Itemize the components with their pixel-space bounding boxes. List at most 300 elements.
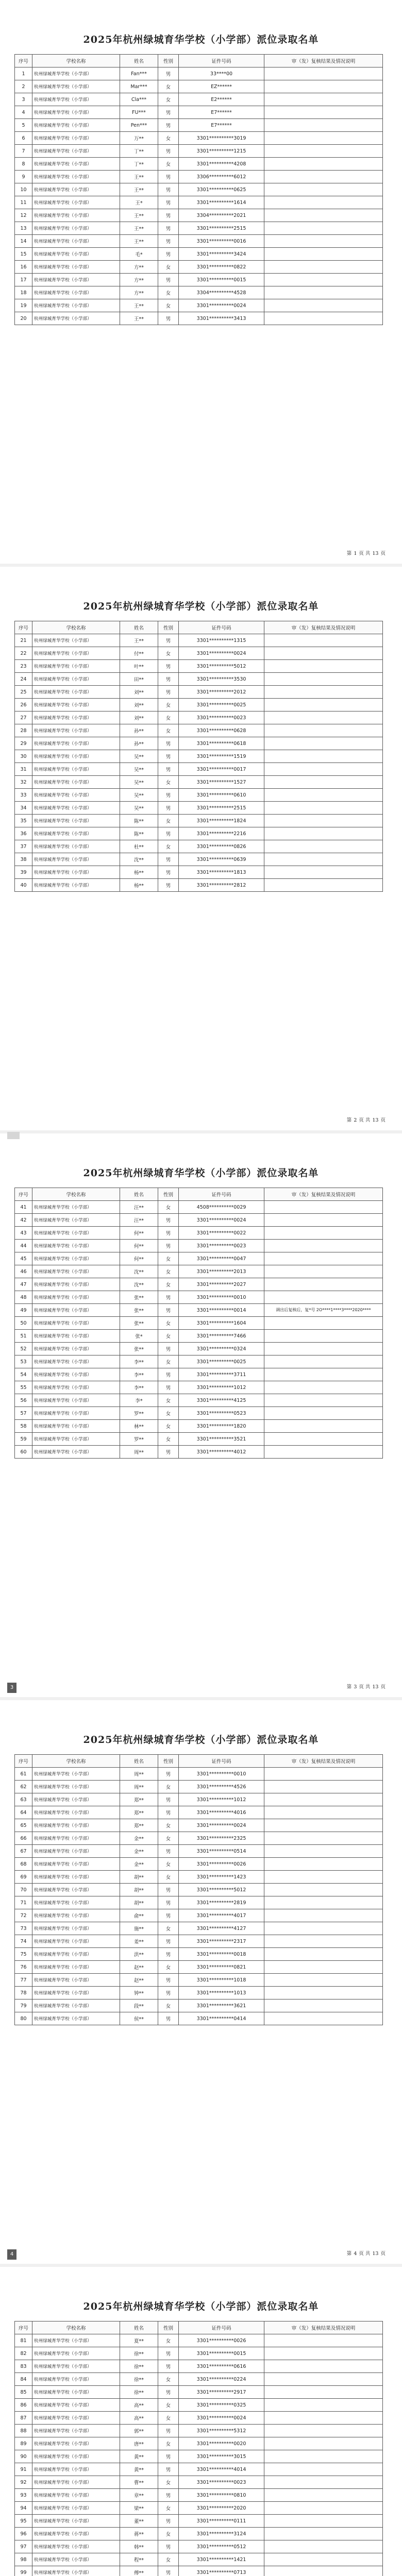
gender: 女 [158,1265,179,1278]
table-row [15,80,383,93]
table-row [15,209,383,222]
column-header: 性别 [158,621,179,634]
id-number: 3301**********0224 [179,2373,264,2386]
review-note [264,2334,383,2347]
footer-suffix: 页 [380,1684,386,1690]
row-index: 69 [15,1871,32,1884]
table-row [15,2399,383,2412]
page-number-tab: 3 [7,1683,16,1693]
id-number: 3301**********0026 [179,2334,264,2347]
id-number: 3301**********2216 [179,827,264,840]
id-number: 3301**********0016 [179,235,264,248]
row-index: 90 [15,2450,32,2463]
school-name: 杭州绿城育华学校（小学部） [32,1768,120,1781]
gender: 男 [158,1304,179,1317]
id-number: 33****00 [179,67,264,80]
column-header: 学校名称 [32,55,120,67]
review-note [264,1252,383,1265]
student-name: 侯** [120,2012,158,2025]
document-page [0,2267,402,2576]
id-number: 3306**********6012 [179,171,264,183]
row-index: 44 [15,1240,32,1252]
footer-num: 1 [354,551,357,556]
row-index: 97 [15,2540,32,2553]
review-note [264,2412,383,2425]
row-index: 32 [15,776,32,789]
id-number: 3301**********1012 [179,1793,264,1806]
student-name: 万** [120,132,158,145]
student-name: Cla*** [120,93,158,106]
row-index: 59 [15,1433,32,1446]
table-row [15,763,383,776]
student-name: 杨** [120,866,158,879]
gender: 女 [158,261,179,274]
review-note [264,1832,383,1845]
gender: 男 [158,686,179,699]
id-number: 3301**********1614 [179,196,264,209]
footer-suffix: 页 [380,551,386,556]
school-name: 杭州绿城育华学校（小学部） [32,1974,120,1987]
review-note [264,2540,383,2553]
document-page [0,1700,402,2267]
table-row [15,853,383,866]
id-number: 3301**********0826 [179,840,264,853]
review-note [264,673,383,686]
review-note [264,2566,383,2576]
student-name: 张** [120,1343,158,1355]
student-name: Pen*** [120,119,158,132]
row-index: 1 [15,67,32,80]
id-number: 3301**********0628 [179,724,264,737]
id-number: 3301**********0023 [179,1240,264,1252]
school-name: 杭州绿城育华学校（小学部） [32,93,120,106]
student-name: 高** [120,2412,158,2425]
row-index: 3 [15,93,32,106]
page-title: 2025年杭州绿城育华学校（小学部）派位录取名单 [83,1167,319,1179]
gender: 男 [158,235,179,248]
column-header: 审（发）复核结果及情况说明 [264,621,383,634]
gender: 男 [158,1768,179,1781]
student-name: 唐** [120,2437,158,2450]
student-name: FU*** [120,106,158,119]
table-row [15,827,383,840]
id-number: 3301**********4014 [179,2463,264,2476]
table-row [15,802,383,815]
table-row [15,158,383,171]
row-index: 78 [15,1987,32,1999]
row-index: 45 [15,1252,32,1265]
row-index: 99 [15,2566,32,2576]
student-name: 金** [120,1858,158,1871]
school-name: 杭州绿城育华学校（小学部） [32,119,120,132]
row-index: 38 [15,853,32,866]
page-title: 2025年杭州绿城育华学校（小学部）派位录取名单 [83,1734,319,1745]
table-row [15,145,383,158]
id-number: 3301**********1813 [179,866,264,879]
footer-prefix: 第 [346,1117,352,1123]
review-note [264,1240,383,1252]
review-note [264,1858,383,1871]
review-note [264,1317,383,1330]
school-name: 杭州绿城育华学校（小学部） [32,711,120,724]
column-header: 序号 [15,1188,32,1201]
school-name: 杭州绿城育华学校（小学部） [32,1265,120,1278]
student-name: 黄** [120,2450,158,2463]
review-note [264,1278,383,1291]
school-name: 杭州绿城育华学校（小学部） [32,1278,120,1291]
gender: 女 [158,1832,179,1845]
gender: 男 [158,2386,179,2399]
id-number: 3301**********4125 [179,1394,264,1407]
row-index: 94 [15,2502,32,2515]
school-name: 杭州绿城育华学校（小学部） [32,1330,120,1343]
review-note [264,2373,383,2386]
gender: 女 [158,132,179,145]
row-index: 72 [15,1909,32,1922]
id-number: 3301**********0015 [179,274,264,286]
gender: 女 [158,1278,179,1291]
table-header-row [15,1188,383,1201]
school-name: 杭州绿城育华学校（小学部） [32,2489,120,2502]
school-name: 杭州绿城育华学校（小学部） [32,2437,120,2450]
table-row [15,737,383,750]
gender: 女 [158,2412,179,2425]
student-name: 方** [120,286,158,299]
gender: 男 [158,1974,179,1987]
admission-table [14,1188,383,1459]
student-name: 林** [120,1420,158,1433]
school-name: 杭州绿城育华学校（小学部） [32,2360,120,2373]
table-row [15,1265,383,1278]
review-note [264,2528,383,2540]
gender: 男 [158,1291,179,1304]
gender: 女 [158,1330,179,1343]
review-note [264,1227,383,1240]
school-name: 杭州绿城育华学校（小学部） [32,1317,120,1330]
school-name: 杭州绿城育华学校（小学部） [32,699,120,711]
table-row [15,1999,383,2012]
row-index: 40 [15,879,32,892]
gender: 男 [158,1240,179,1252]
id-number: 3301**********4016 [179,1806,264,1819]
id-number: 3301**********0026 [179,1858,264,1871]
row-index: 26 [15,699,32,711]
review-note [264,1368,383,1381]
row-index: 43 [15,1227,32,1240]
column-header: 性别 [158,55,179,67]
row-index: 63 [15,1793,32,1806]
id-number: 3301**********0325 [179,2399,264,2412]
gender: 女 [158,2373,179,2386]
gender: 男 [158,1214,179,1227]
column-header: 证件号码 [179,55,264,67]
row-index: 61 [15,1768,32,1781]
row-index: 74 [15,1935,32,1948]
table-row [15,67,383,80]
review-note [264,1999,383,2012]
school-name: 杭州绿城育华学校（小学部） [32,106,120,119]
gender: 女 [158,1394,179,1407]
review-note [264,1420,383,1433]
student-name: 李** [120,1381,158,1394]
row-index: 17 [15,274,32,286]
review-note [264,1381,383,1394]
review-note [264,1433,383,1446]
table-row [15,634,383,647]
page-title: 2025年杭州绿城育华学校（小学部）派位录取名单 [83,34,319,45]
gender: 女 [158,93,179,106]
id-number: 3301**********0414 [179,2012,264,2025]
review-note [264,776,383,789]
document-page [0,0,402,567]
student-name: 丁** [120,145,158,158]
id-number: 3301**********1215 [179,145,264,158]
student-name: 王** [120,222,158,235]
table-row [15,1252,383,1265]
gender: 男 [158,2012,179,2025]
gender: 男 [158,119,179,132]
page-footer [346,549,387,556]
review-note [264,1948,383,1961]
school-name: 杭州绿城育华学校（小学部） [32,2515,120,2528]
table-row [15,1343,383,1355]
review-note [264,853,383,866]
review-note [264,248,383,261]
footer-prefix: 第 [346,2251,352,2257]
gender: 男 [158,2347,179,2360]
footer-total: 13 [372,1684,379,1690]
row-index: 62 [15,1781,32,1793]
row-index: 29 [15,737,32,750]
gender: 男 [158,673,179,686]
gender: 女 [158,1961,179,1974]
table-row [15,2515,383,2528]
school-name: 杭州绿城育华学校（小学部） [32,1845,120,1858]
id-number: 3304**********4528 [179,286,264,299]
gender: 男 [158,1896,179,1909]
row-index: 71 [15,1896,32,1909]
review-note [264,866,383,879]
student-name: 夏** [120,2334,158,2347]
row-index: 86 [15,2399,32,2412]
gender: 女 [158,286,179,299]
admission-table [14,2321,383,2576]
gender: 女 [158,1433,179,1446]
row-index: 68 [15,1858,32,1871]
school-name: 杭州绿城育华学校（小学部） [32,1884,120,1896]
row-index: 9 [15,171,32,183]
id-number: 3301**********2027 [179,1278,264,1291]
table-row [15,866,383,879]
table-row [15,1304,383,1317]
id-number: 3301**********1018 [179,1974,264,1987]
student-name: 郭** [120,2425,158,2437]
column-header: 姓名 [120,2321,158,2334]
row-index: 12 [15,209,32,222]
id-number: 3301**********3711 [179,1368,264,1381]
student-name: 孙** [120,724,158,737]
review-note [264,647,383,660]
review-note [264,737,383,750]
id-number: 3301**********0616 [179,2360,264,2373]
row-index: 79 [15,1999,32,2012]
table-row [15,750,383,763]
table-row [15,2012,383,2025]
school-name: 杭州绿城育华学校（小学部） [32,1948,120,1961]
row-index: 58 [15,1420,32,1433]
review-note [264,171,383,183]
student-name: 傅** [120,2566,158,2576]
school-name: 杭州绿城育华学校（小学部） [32,1381,120,1394]
review-note [264,1201,383,1214]
page-edge-marker [7,1132,20,1139]
footer-total: 13 [372,1117,379,1123]
document-page [0,567,402,1133]
gender: 男 [158,171,179,183]
review-note [264,789,383,802]
school-name: 杭州绿城育华学校（小学部） [32,2463,120,2476]
id-number: 3301**********4012 [179,1446,264,1459]
student-name: 李* [120,1394,158,1407]
school-name: 杭州绿城育华学校（小学部） [32,750,120,763]
student-name: 沈** [120,1278,158,1291]
column-header: 证件号码 [179,1188,264,1201]
school-name: 杭州绿城育华学校（小学部） [32,1433,120,1446]
row-index: 65 [15,1819,32,1832]
student-name: 杨** [120,879,158,892]
row-index: 55 [15,1381,32,1394]
id-number: 3301**********0514 [179,1845,264,1858]
review-note [264,132,383,145]
row-index: 31 [15,763,32,776]
id-number: 3301**********0015 [179,2347,264,2360]
review-note [264,1871,383,1884]
table-row [15,1201,383,1214]
review-note [264,222,383,235]
review-note [264,2502,383,2515]
review-note [264,840,383,853]
id-number: 3301**********2819 [179,1896,264,1909]
id-number: 3301**********1604 [179,1317,264,1330]
gender: 男 [158,2450,179,2463]
student-name: 杜** [120,840,158,853]
school-name: 杭州绿城育华学校（小学部） [32,2012,120,2025]
table-row [15,2437,383,2450]
table-row [15,1935,383,1948]
id-number: 3301**********1527 [179,776,264,789]
id-number: 3304**********2021 [179,209,264,222]
id-number: 3301**********0324 [179,1343,264,1355]
school-name: 杭州绿城育华学校（小学部） [32,2476,120,2489]
table-row [15,2566,383,2576]
id-number: 3301**********0024 [179,2412,264,2425]
gender: 女 [158,2502,179,2515]
document-page [0,1133,402,1700]
review-note [264,106,383,119]
table-row [15,1291,383,1304]
row-index: 67 [15,1845,32,1858]
school-name: 杭州绿城育华学校（小学部） [32,1252,120,1265]
table-row [15,1987,383,1999]
row-index: 15 [15,248,32,261]
review-note [264,196,383,209]
table-row [15,248,383,261]
row-index: 82 [15,2347,32,2360]
review-note [264,1935,383,1948]
review-note [264,93,383,106]
school-name: 杭州绿城育华学校（小学部） [32,1793,120,1806]
column-header: 审（发）复核结果及情况说明 [264,55,383,67]
review-note [264,235,383,248]
student-name: 董** [120,2515,158,2528]
gender: 女 [158,1999,179,2012]
row-index: 13 [15,222,32,235]
review-note [264,802,383,815]
gender: 女 [158,711,179,724]
gender: 男 [158,248,179,261]
column-header: 审（发）复核结果及情况说明 [264,1755,383,1768]
student-name: 郑** [120,1793,158,1806]
school-name: 杭州绿城育华学校（小学部） [32,2399,120,2412]
student-name: 周** [120,1781,158,1793]
table-row [15,1381,383,1394]
row-index: 46 [15,1265,32,1278]
table-row [15,2528,383,2540]
student-name: 张** [120,1317,158,1330]
table-row [15,1227,383,1240]
review-note [264,1819,383,1832]
table-header-row [15,621,383,634]
student-name: 付** [120,647,158,660]
table-row [15,1922,383,1935]
review-note [264,312,383,325]
student-name: 何** [120,1240,158,1252]
column-header: 性别 [158,2321,179,2334]
school-name: 杭州绿城育华学校（小学部） [32,1896,120,1909]
school-name: 杭州绿城育华学校（小学部） [32,2540,120,2553]
id-number: E7****** [179,106,264,119]
row-index: 8 [15,158,32,171]
row-index: 64 [15,1806,32,1819]
table-row [15,1896,383,1909]
id-number: 3301**********0020 [179,2437,264,2450]
table-row [15,1884,383,1896]
id-number: 3301**********0024 [179,1819,264,1832]
row-index: 5 [15,119,32,132]
table-row [15,699,383,711]
gender: 男 [158,1343,179,1355]
gender: 女 [158,1420,179,1433]
row-index: 70 [15,1884,32,1896]
id-number: 3301**********0010 [179,1291,264,1304]
student-name: 汪** [120,1201,158,1214]
table-row [15,1781,383,1793]
admission-table [14,621,383,892]
column-header: 学校名称 [32,1755,120,1768]
school-name: 杭州绿城育华学校（小学部） [32,763,120,776]
column-header: 审（发）复核结果及情况说明 [264,2321,383,2334]
gender: 女 [158,2476,179,2489]
gender: 男 [158,750,179,763]
gender: 女 [158,647,179,660]
school-name: 杭州绿城育华学校（小学部） [32,209,120,222]
gender: 男 [158,763,179,776]
id-number: 3301**********3621 [179,1999,264,2012]
id-number: 3301**********1519 [179,750,264,763]
gender: 男 [158,106,179,119]
school-name: 杭州绿城育华学校（小学部） [32,634,120,647]
school-name: 杭州绿城育华学校（小学部） [32,2450,120,2463]
